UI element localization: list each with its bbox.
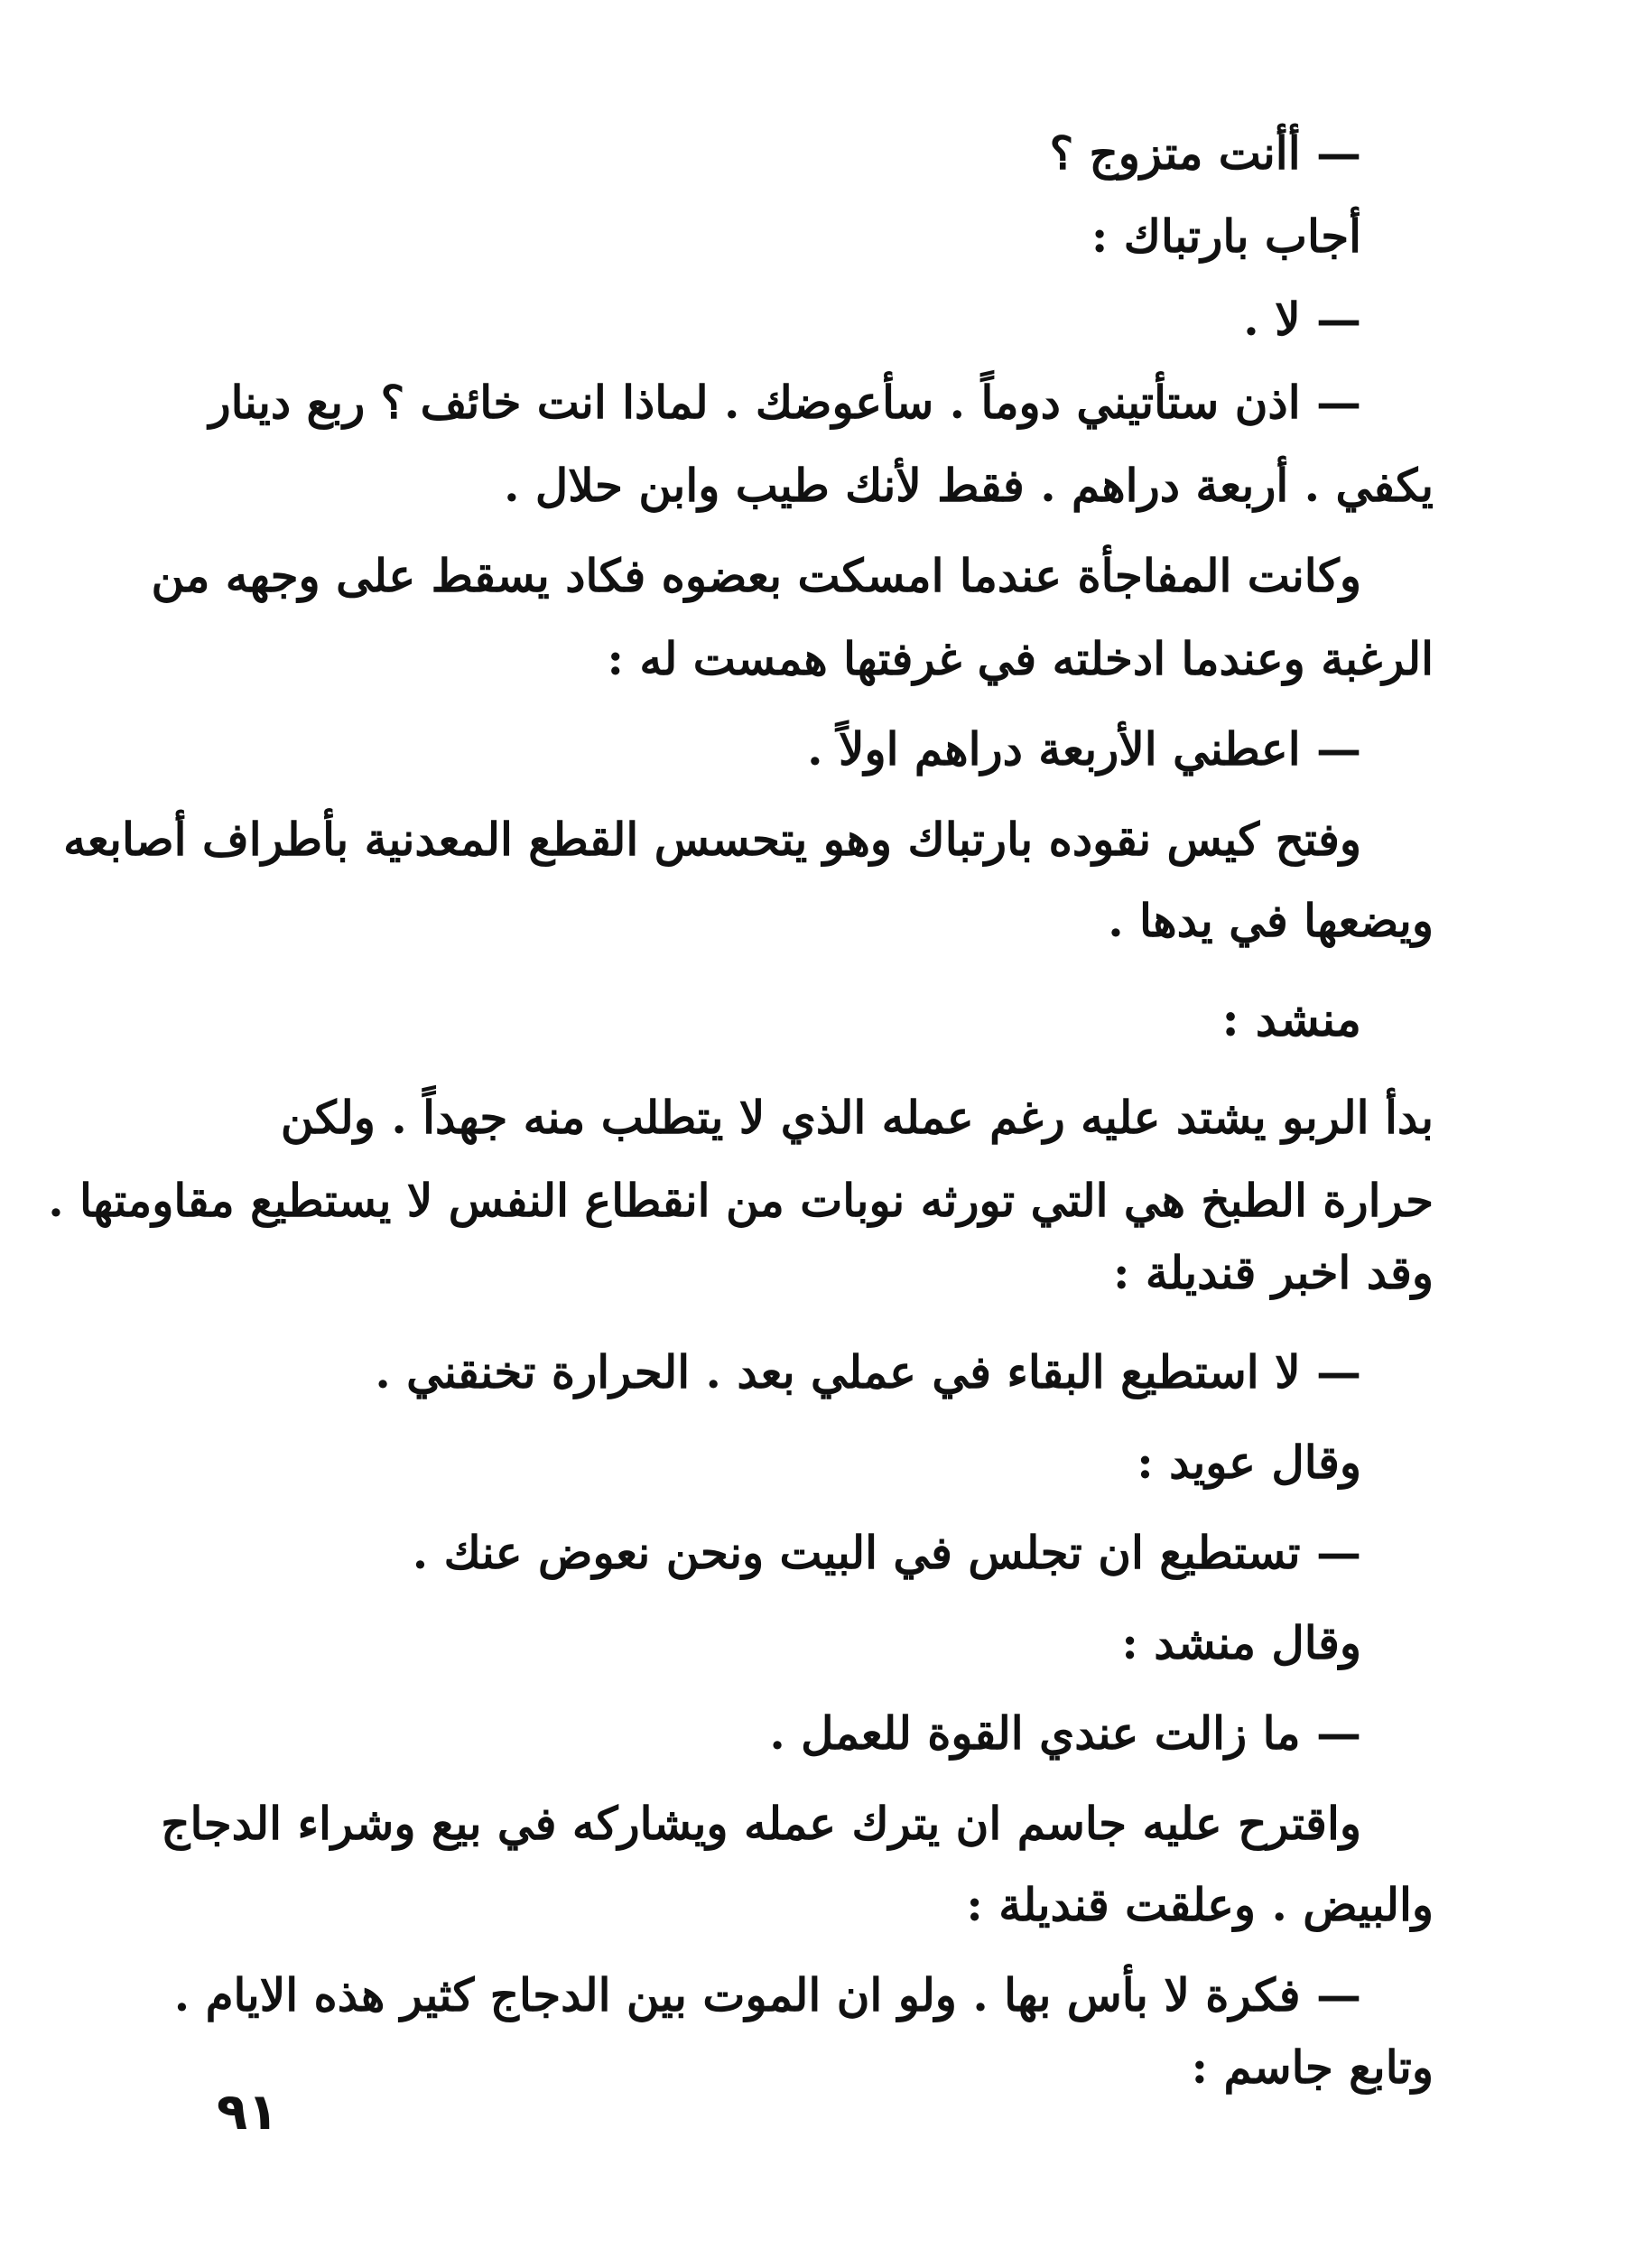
text-line: وقال عويد :: [1137, 1436, 1361, 1489]
text-line: وتابع جاسم :: [1191, 2040, 1434, 2094]
text-line: — فكرة لا بأس بها . ولو ان الموت بين الدجاج كثير هذه الايام .: [173, 1968, 1361, 2022]
section-heading: منشد :: [1221, 992, 1361, 1047]
text-line: — لا .: [1243, 293, 1361, 346]
text-line: — ما زالت عندي القوة للعمل .: [769, 1706, 1361, 1760]
text-line: بدأ الربو يشتد عليه رغم عمله الذي لا يتطلب منه جهداً . ولكن: [280, 1091, 1434, 1144]
text-line: الرغبة وعندما ادخلته في غرفتها همست له :: [607, 632, 1434, 685]
text-line: حرارة الطبخ هي التي تورثه نوبات من انقطاع النفس لا يستطيع مقاومتها .: [48, 1174, 1434, 1227]
text-line: وفتح كيس نقوده بارتباك وهو يتحسس القطع المعدنية بأطراف أصابعه: [63, 813, 1361, 866]
text-line: واقترح عليه جاسم ان يترك عمله ويشاركه في بيع وشراء الدجاج: [161, 1797, 1361, 1850]
text-line: وقال منشد :: [1121, 1616, 1361, 1669]
text-line: وقد اخبر قنديلة :: [1113, 1246, 1434, 1299]
page-number: ٩١: [217, 2083, 279, 2142]
text-line: ويضعها في يدها .: [1108, 894, 1434, 947]
text-line: — اذن ستأتيني دوماً . سأعوضك . لماذا انت خائف ؟ ربع دينار: [209, 376, 1361, 429]
text-line: — اعطني الأربعة دراهم اولاً .: [807, 722, 1361, 776]
text-line: — أأنت متزوج ؟: [1049, 126, 1361, 180]
text-line: — تستطيع ان تجلس في البيت ونحن نعوض عنك .: [412, 1526, 1361, 1579]
text-line: وكانت المفاجأة عندما امسكت بعضوه فكاد يسقط على وجهه من: [151, 549, 1361, 602]
text-line: — لا استطيع البقاء في عملي بعد . الحرارة تخنقني .: [375, 1345, 1361, 1399]
text-line: يكفي . أربعة دراهم . فقط لأنك طيب وابن حلال .: [504, 459, 1434, 512]
text-line: والبيض . وعلقت قنديلة :: [966, 1878, 1434, 1931]
text-line: أجاب بارتباك :: [1091, 209, 1361, 263]
